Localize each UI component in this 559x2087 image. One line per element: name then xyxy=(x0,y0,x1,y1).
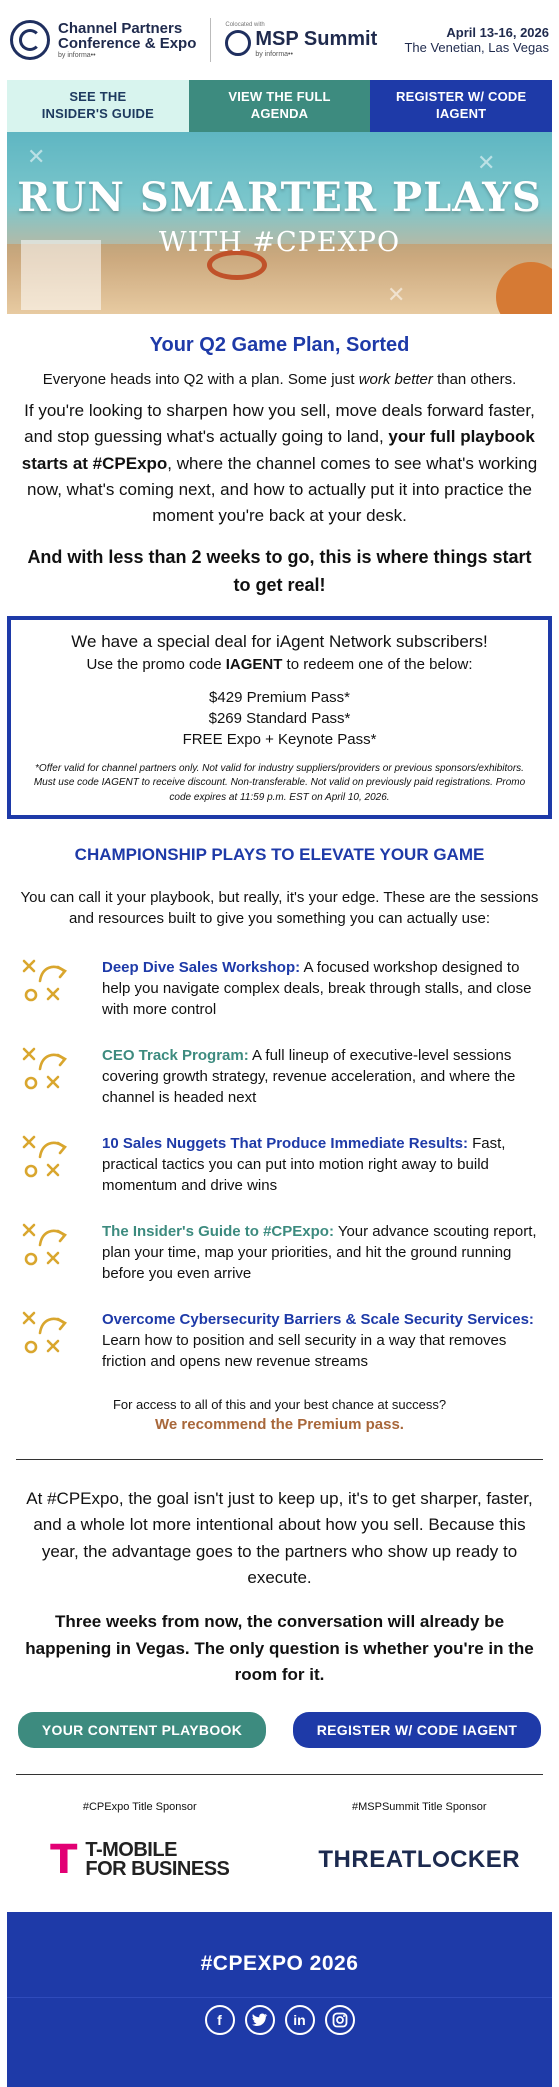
logo-divider xyxy=(210,18,211,62)
twitter-icon[interactable] xyxy=(245,2005,275,2035)
deal-fine-print: *Offer valid for channel partners only. Not valid for industry suppliers/providers or previous sponsors/exhibitors. Must use code IAGENT to receive discount. Non-transferable. Not valid on previously paid registrations. Promo code expires at 11:59 p.m. EST on April 10, 2026. xyxy=(33,762,526,803)
msp-summit-logo[interactable] xyxy=(225,22,377,58)
mspsummit-sponsor xyxy=(280,1801,559,1885)
footer xyxy=(7,1912,552,2087)
playbook-paragraph xyxy=(18,398,541,530)
session-title[interactable]: The Insider's Guide to #CPExpo: xyxy=(102,1223,334,1240)
logo-line-2: Conference & Expo xyxy=(58,35,197,53)
hero-subheadline: WITH #CPEXPO xyxy=(158,227,401,258)
hero-banner[interactable] xyxy=(7,132,552,314)
promo-deal-box xyxy=(7,616,552,820)
full-agenda-label: VIEW THE FULL AGENDA xyxy=(228,89,331,121)
register-code-label: REGISTER W/ CODE IAGENT xyxy=(396,89,527,121)
premium-pass-price: $429 Premium Pass* xyxy=(209,688,350,706)
play-x-mark-icon: ✕ xyxy=(27,144,46,169)
expo-keynote-pass-price: FREE Expo + Keynote Pass* xyxy=(182,730,377,748)
sponsor-label: #CPExpo Title Sponsor xyxy=(82,1801,197,1814)
vegas-paragraph: Three weeks from now, the conversation will already be happening in Vegas. The only question is whether you're in the room for it. xyxy=(25,1612,534,1685)
promo-text: Use the promo code xyxy=(86,655,226,673)
footer-title: #CPEXPO 2026 xyxy=(200,1952,359,1975)
promo-code: IAGENT xyxy=(225,655,283,673)
channel-partners-logo-mark-icon xyxy=(10,20,50,60)
content-playbook-button[interactable]: YOUR CONTENT PLAYBOOK xyxy=(18,1712,266,1748)
session-title[interactable]: Overcome Cybersecurity Barriers & Scale Security Services: xyxy=(102,1311,534,1328)
play-x-mark-icon: ✕ xyxy=(387,282,406,307)
list-item xyxy=(20,1133,543,1196)
cta-row xyxy=(18,1712,541,1748)
logo-line-1: Channel Partners xyxy=(58,19,183,37)
msp-summit-logo-mark-icon xyxy=(225,30,251,56)
deal-headline: We have a special deal for iAgent Network subscribers! xyxy=(71,631,488,651)
social-icons xyxy=(7,2005,552,2035)
instagram-icon[interactable] xyxy=(325,2005,355,2035)
list-item xyxy=(20,1309,543,1372)
deal-promo-line xyxy=(23,656,536,673)
threatlocker-word-b: CKER xyxy=(450,1846,521,1874)
intro-text: Everyone heads into Q2 with a plan. Some just xyxy=(42,371,359,388)
logo-by-informa: by informa•• xyxy=(58,52,96,60)
session-desc: Learn how to position and sell security in a way that removes friction and opens new revenue streams xyxy=(102,1332,507,1370)
tmobile-word-2: FOR BUSINESS xyxy=(85,1858,230,1881)
footer-divider xyxy=(7,1997,552,1998)
goal-paragraph: At #CPExpo, the goal isn't just to keep up, it's to get sharper, faster, and a whole lot more intentional about how you sell. Because this year, the advantage goes to the partners who show up ready to execute. xyxy=(26,1489,533,1588)
event-place: The Venetian, Las Vegas xyxy=(404,40,549,55)
play-diagram-icon xyxy=(20,1133,80,1196)
list-item xyxy=(20,1221,543,1284)
championship-intro: You can call it your playbook, but really, it's your edge. These are the sessions and resources built to give you something you can actually use: xyxy=(20,889,539,927)
tmobile-logo[interactable] xyxy=(0,1835,280,1885)
email-header xyxy=(0,0,559,80)
hero-headline: RUN SMARTER PLAYS xyxy=(17,174,542,221)
linkedin-icon[interactable]: in xyxy=(285,2005,315,2035)
session-title[interactable]: Deep Dive Sales Workshop: xyxy=(102,959,301,976)
insiders-guide-label: SEE THE INSIDER'S GUIDE xyxy=(41,89,154,121)
play-x-mark-icon: ✕ xyxy=(477,150,496,175)
tmobile-t-icon: T xyxy=(50,1837,78,1884)
playbook-text-end: , where the channel comes to see what's working now, what's coming next, and how to actually put it into practice the moment you're back at your desk. xyxy=(26,453,538,526)
session-desc: A focused workshop designed to help you navigate complex deals, break through stalls, and close with more control xyxy=(102,959,532,1018)
threatlocker-logo[interactable] xyxy=(280,1835,559,1885)
play-diagram-icon xyxy=(20,1309,80,1372)
intro-emphasis: work better xyxy=(358,371,433,388)
championship-title: CHAMPIONSHIP PLAYS TO ELEVATE YOUR GAME xyxy=(74,845,485,864)
msp-summit-name: MSP Summit xyxy=(255,28,378,50)
intro-text-end: than others. xyxy=(432,371,517,388)
pass-list xyxy=(23,687,536,750)
access-line: For access to all of this and your best chance at success? xyxy=(112,1397,447,1412)
sponsors-section xyxy=(0,1801,559,1885)
divider xyxy=(16,1774,543,1775)
facebook-icon[interactable]: f xyxy=(205,2005,235,2035)
session-desc: A full lineup of executive-level sessions covering growth strategy, revenue acceleration, and where the channel is headed next xyxy=(102,1047,516,1106)
session-title[interactable]: CEO Track Program: xyxy=(102,1047,249,1064)
event-info xyxy=(404,25,549,55)
channel-partners-logo[interactable] xyxy=(10,20,196,60)
register-iagent-button[interactable]: REGISTER W/ CODE IAGENT xyxy=(293,1712,541,1748)
session-desc: Fast, practical tactics you can put into motion right away to build momentum and drive wins xyxy=(102,1135,506,1194)
session-title[interactable]: 10 Sales Nuggets That Produce Immediate Results: xyxy=(102,1135,468,1152)
playbook-text: If you're looking to sharpen how you sell, move deals forward faster, and stop guessing what's actually going to land, xyxy=(24,401,535,447)
top-nav xyxy=(7,80,552,132)
lock-icon xyxy=(433,1851,449,1867)
intro-paragraph xyxy=(20,371,539,388)
promo-text-end: to redeem one of the below: xyxy=(282,655,473,673)
premium-recommendation[interactable]: We recommend the Premium pass. xyxy=(155,1416,404,1433)
list-item xyxy=(20,1045,543,1108)
play-diagram-icon xyxy=(20,957,80,1020)
play-diagram-icon xyxy=(20,1221,80,1284)
cpexpo-sponsor xyxy=(0,1801,280,1885)
session-list xyxy=(20,957,543,1372)
colocated-label: Colocated with xyxy=(225,22,265,28)
section-title: Your Q2 Game Plan, Sorted xyxy=(149,334,410,356)
playbook-emphasis: your full playbook starts at #CPExpo xyxy=(21,427,535,473)
urgency-paragraph: And with less than 2 weeks to go, this is where things start to get real! xyxy=(27,546,532,595)
event-date: April 13-16, 2026 xyxy=(446,25,549,40)
divider xyxy=(16,1459,543,1460)
play-diagram-icon xyxy=(20,1045,80,1108)
full-agenda-button[interactable] xyxy=(189,80,371,132)
list-item xyxy=(20,957,543,1020)
msp-by-informa: by informa•• xyxy=(255,51,293,58)
tmobile-word-1: T-MOBILE xyxy=(85,1839,177,1862)
threatlocker-word-a: THREATL xyxy=(318,1846,433,1874)
insiders-guide-button[interactable] xyxy=(7,80,189,132)
sponsor-label: #MSPSummit Title Sponsor xyxy=(352,1801,487,1814)
register-code-button[interactable] xyxy=(370,80,552,132)
standard-pass-price: $269 Standard Pass* xyxy=(208,709,351,727)
session-desc: Your advance scouting report, plan your time, map your priorities, and hit the ground running before you even arrive xyxy=(102,1223,537,1282)
